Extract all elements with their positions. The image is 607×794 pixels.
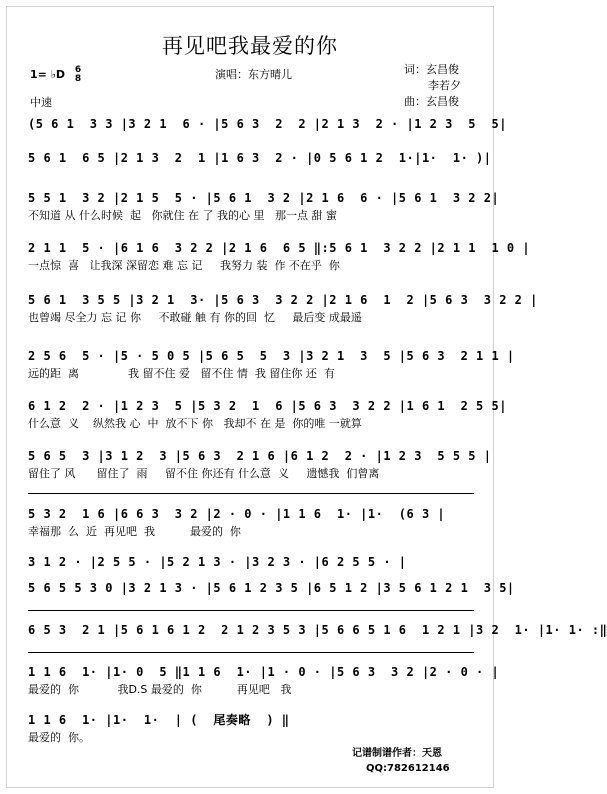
lyricist-label: 词：玄昌俊 — [404, 63, 459, 76]
staff-row — [28, 448, 492, 481]
staff-row — [28, 240, 531, 273]
notes-line: 5 6 1 3 5 5 |3 2 1 3· |5 6 3 3 2 2 |2 1 6 1 2 |5 6 3 3 2 2 | — [28, 293, 538, 307]
staff-row — [28, 622, 607, 638]
volta-bracket — [28, 610, 474, 611]
lyricist-2: 李若夕 — [428, 79, 461, 92]
lyric-line: 不知道 从 什么时候 起 你就住 在 了 我的心 里 那一点 甜 蜜 — [28, 209, 337, 222]
staff-row — [28, 554, 474, 570]
staff-row — [28, 116, 507, 132]
tempo-label: 中速 — [30, 96, 52, 109]
key-label: 1= ♭D — [30, 68, 66, 81]
staff-row — [28, 580, 515, 596]
notes-line: (5 6 1 3 3 |3 2 1 6 · |5 6 3 2 2 |2 1 3 2 · |1 2 3 5 5| — [28, 117, 507, 131]
notes-line: 3 1 2 · |2 5 5 · |5 2 1 3 · |3 2 3 · |6 2 5 5 · | — [28, 555, 407, 569]
volta-bracket — [28, 493, 474, 494]
transcriber-credit — [352, 746, 450, 776]
notes-line: 6 1 2 2 · |1 2 3 5 |5 3 2 1 6 |5 6 3 3 2 2 |1 6 1 2 5 5| — [28, 399, 507, 413]
time-bottom: 8 — [74, 74, 82, 84]
lyric-line: 幸福那 么 近 再见吧 我 最爱的 你 — [28, 525, 241, 538]
transcriber-name: 记谱制谱作者：天恩 — [352, 748, 442, 759]
lyric-line: 留住了 风 留住了 雨 留不住 你还有 什么意 义 遗憾我 们曾离 — [28, 467, 380, 480]
staff-row — [28, 292, 538, 325]
lyric-line: 也曾竭 尽全力 忘 记 你 不敢碰 触 有 你的回 忆 最后变 成最遥 — [28, 311, 362, 324]
composer-label: 曲：玄昌俊 — [404, 95, 459, 108]
notes-line: 1 1 6 1· |1· 1· | ( 尾奏略 ) ‖ — [28, 713, 290, 727]
time-signature — [75, 66, 81, 84]
notes-line: 5 6 5 5 3 0 |3 2 1 3 · |5 6 1 2 3 5 |6 5 1 2 |3 5 6 1 2 1 3 5| — [28, 581, 515, 595]
lyric-line: 什么意 义 纵然我 心 中 放不下 你 我却不 在 是 你的唯 一就算 — [28, 417, 362, 430]
lyric-line: 一点惊 喜 让我深 深留恋 难 忘 记 我努力 装 作 不在乎 你 — [28, 259, 340, 272]
notes-line: 5 6 1 6 5 |2 1 3 2 1 |1 6 3 2 · |0 5 6 1 2 1·|1· 1· )| — [28, 151, 492, 165]
staff-row — [28, 348, 515, 381]
notes-line: 6 5 3 2 1 |5 6 1 6 1 2 2 1 2 3 5 3 |5 6 6 5 1 6 1 2 1 |3 2 1· |1· 1· :‖ — [28, 623, 607, 637]
credits — [404, 62, 461, 110]
lyric-line: 最爱的 你 我D.S 最爱的 你 再见吧 我 — [28, 683, 292, 696]
notes-line: 1 1 6 1· |1· 0 5 ‖1 1 6 1· |1 · 0 · |5 6 3 3 2 |2 · 0 · | — [28, 665, 500, 679]
notes-line: 2 1 1 5 · |6 1 6 3 2 2 |2 1 6 6 5 ‖:5 6 1 3 2 2 |2 1 1 1 0 | — [28, 241, 531, 255]
key-signature — [30, 66, 81, 84]
notes-line: 2 5 6 5 · |5 · 5 0 5 |5 6 5 5 3 |3 2 1 3 5 |5 6 3 2 1 1 | — [28, 349, 515, 363]
staff-row — [28, 506, 474, 539]
lyric-line: 远的距 离 我 留不住 爱 留不住 情 我 留住你 还 有 — [28, 367, 335, 380]
staff-row — [28, 712, 474, 745]
lyric-line: 最爱的 你。 — [28, 731, 90, 744]
transcriber-qq: QQ:782612146 — [366, 763, 450, 774]
notes-line: 5 3 2 1 6 |6 6 3 3 2 |2 · 0 · |1 1 6 1· |1· (6 3 | — [28, 507, 446, 521]
staff-row — [28, 150, 492, 166]
song-title: 再见吧我最爱的你 — [162, 34, 338, 58]
time-top: 6 — [74, 65, 82, 75]
staff-row — [28, 398, 507, 431]
singer-label: 演唱：东方晴儿 — [215, 68, 292, 81]
staff-row — [28, 664, 500, 697]
volta-bracket — [28, 652, 474, 653]
notes-line: 5 5 1 3 2 |2 1 5 5 · |5 6 1 3 2 |2 1 6 6 · |5 6 1 3 2 2| — [28, 191, 500, 205]
staff-row — [28, 190, 500, 223]
notes-line: 5 6 5 3 |3 1 2 3 |5 6 3 2 1 6 |6 1 2 2 · |1 2 3 5 5 5 | — [28, 449, 492, 463]
